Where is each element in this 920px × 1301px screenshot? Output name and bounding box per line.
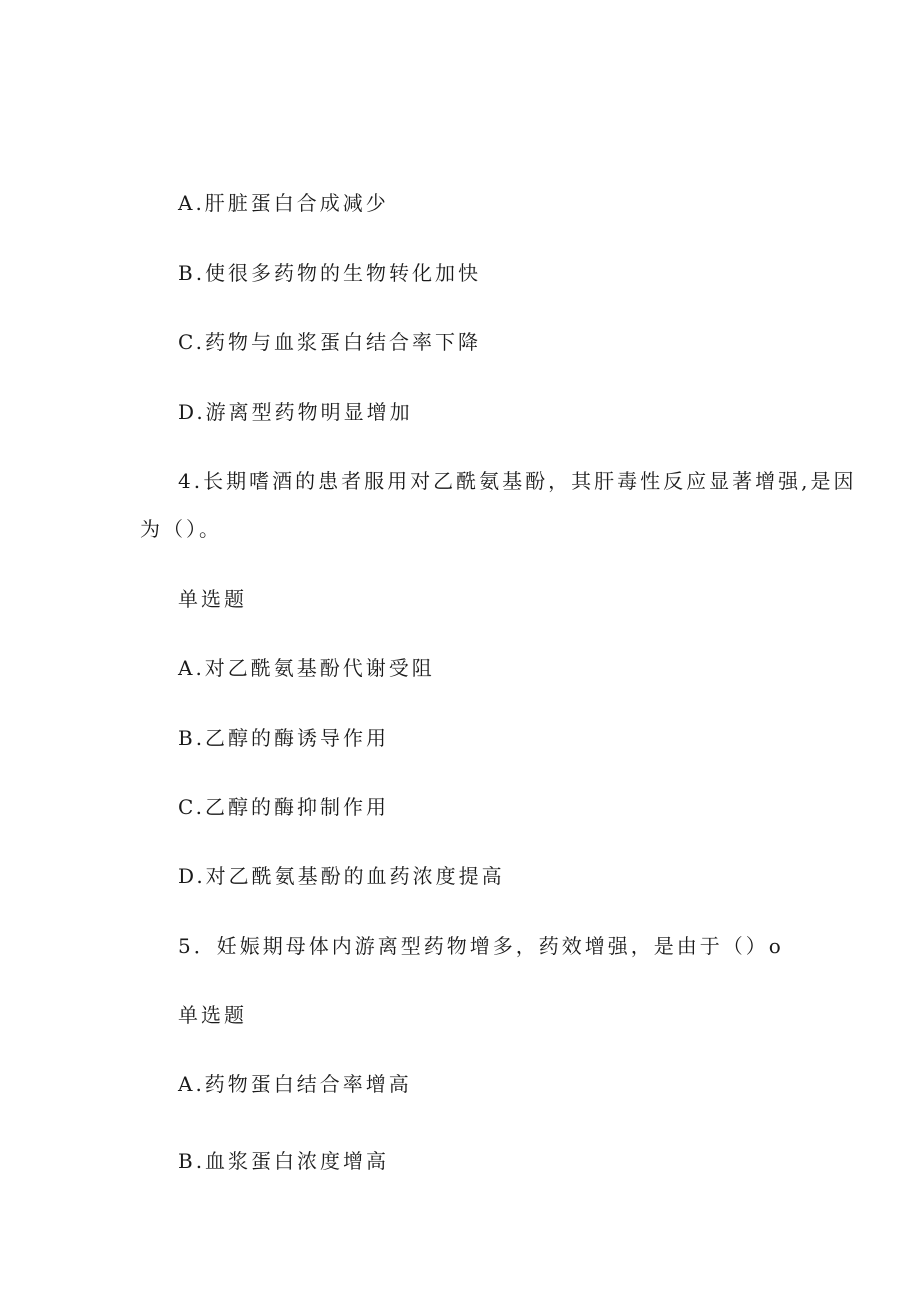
q4-option-b: B.乙醇的酶诱导作用 bbox=[178, 726, 390, 750]
question-4-text: 4.长期嗜酒的患者服用对乙酰氨基酚，其肝毒性反应显著增强,是因 bbox=[178, 469, 857, 493]
q5-option-b: B.血浆蛋白浓度增高 bbox=[178, 1149, 390, 1173]
q4-option-c: C.乙醇的酶抑制作用 bbox=[178, 795, 389, 819]
question-4-text-cont: 为（）。 bbox=[140, 517, 222, 541]
question-5-type: 单选题 bbox=[178, 1003, 247, 1027]
option-c: C.药物与血浆蛋白结合率下降 bbox=[178, 330, 481, 354]
question-5-text: 5．妊娠期母体内游离型药物增多，药效增强，是由于（）o bbox=[178, 934, 784, 958]
q5-option-a: A.药物蛋白结合率增高 bbox=[178, 1072, 412, 1096]
option-a: A.肝脏蛋白合成减少 bbox=[178, 191, 389, 215]
option-d: D.游离型药物明显增加 bbox=[178, 400, 413, 424]
q4-option-a: A.对乙酰氨基酚代谢受阻 bbox=[178, 656, 435, 680]
option-b: B.使很多药物的生物转化加快 bbox=[178, 261, 482, 285]
q4-option-d: D.对乙酰氨基酚的血药浓度提高 bbox=[178, 864, 505, 888]
question-4-type: 单选题 bbox=[178, 587, 247, 611]
